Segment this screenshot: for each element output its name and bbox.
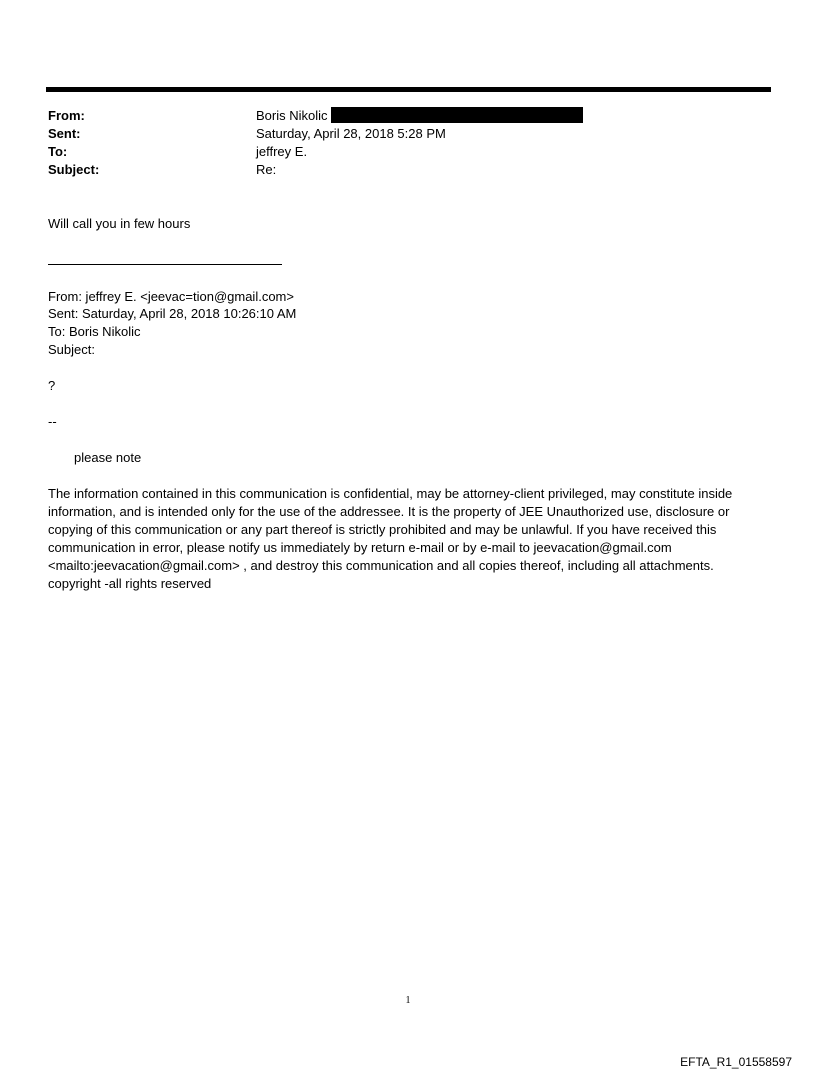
header-from-value: Boris Nikolic [256,108,328,123]
quoted-to: To: Boris Nikolic [48,324,141,339]
quoted-body: ? [48,378,56,393]
reply-body: Will call you in few hours [48,216,191,231]
header-from-row [48,107,748,125]
header-subject-row [48,161,748,179]
confidentiality-disclaimer: The information contained in this communication is confidential, may be attorney-client privileged, may constitute inside information, and is intended only for the use of the addressee. It is the property of JEE Unauthorized use, disclosure or copying of this communication or any part thereof is strictly prohibited and may be unlawful. If you have received this communication in error, please notify us immediately by return e-mail or by e-mail to jeevacation@gmail.com <mailto:jeevacation@gmail.com> , and destroy this communication and all copies thereof, including all attachments. copyright -all rights reserved [48,486,733,591]
quoted-subject: Subject: [48,342,95,357]
please-note: please note [74,450,142,465]
signature-dashes: -- [48,414,57,429]
header-sent-label: Sent: [48,126,81,141]
header-sent-value: Saturday, April 28, 2018 5:28 PM [256,126,446,141]
quoted-sent: Sent: Saturday, April 28, 2018 10:26:10 AM [48,306,297,321]
header-to-label: To: [48,144,68,159]
header-from-value-wrap [256,107,583,125]
quote-separator [48,264,282,265]
header-to-value: jeffrey E. [256,144,308,159]
quoted-from: From: jeffrey E. <jeevac=tion@gmail.com> [48,289,294,304]
header-subject-value: Re: [256,162,277,177]
header-sent-row [48,125,748,143]
page-number: 1 [405,995,411,1006]
header-subject-label: Subject: [48,162,100,177]
header-top-rule [46,87,771,92]
header-to-row [48,143,748,161]
redaction-block [331,107,583,123]
document-id: EFTA_R1_01558597 [680,1055,792,1069]
header-from-label: From: [48,108,85,123]
